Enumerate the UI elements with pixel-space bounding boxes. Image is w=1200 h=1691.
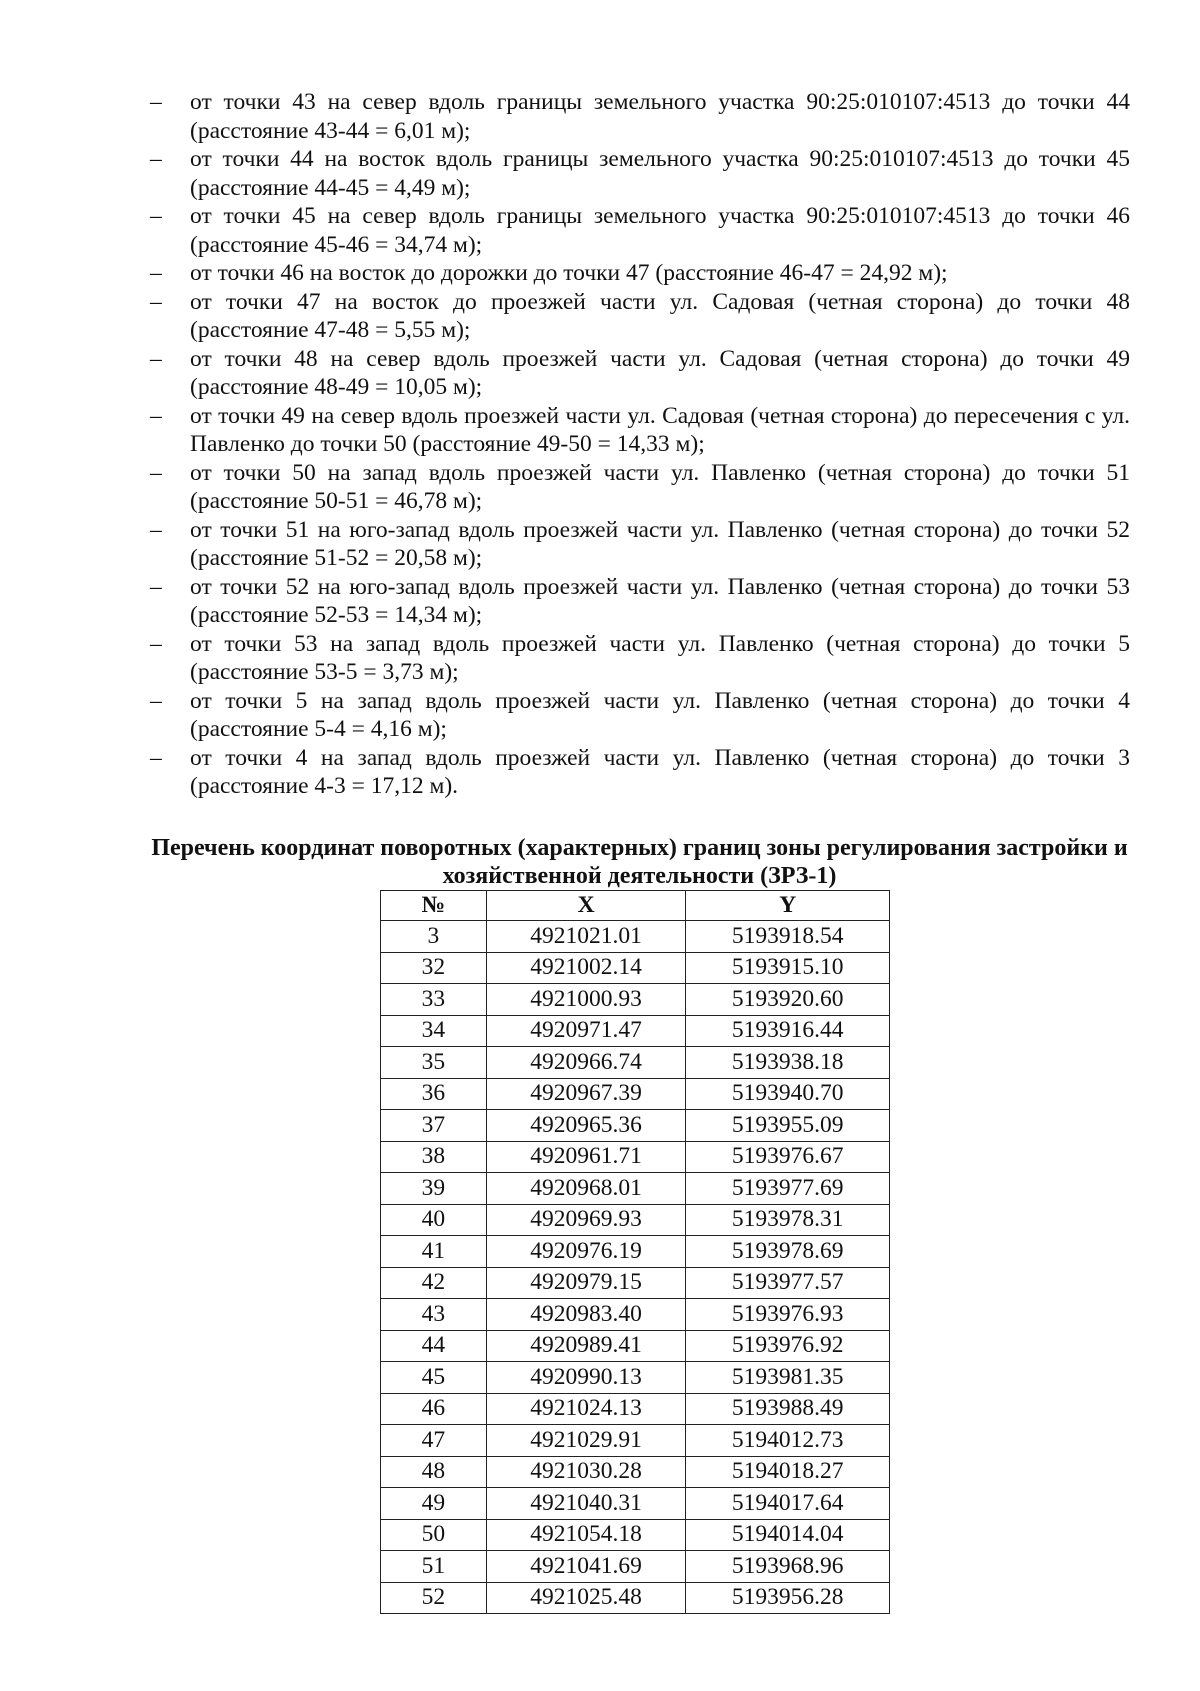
table-row — [381, 1173, 890, 1205]
table-row — [381, 1015, 890, 1047]
bullet-dash: – — [150, 744, 162, 771]
table-header-row — [381, 891, 890, 921]
x-coordinate-cell: 4921029.91 — [486, 1425, 686, 1457]
point-number-cell: 38 — [381, 1141, 487, 1173]
list-item — [150, 687, 1130, 744]
list-item — [150, 459, 1130, 516]
y-coordinate-cell: 5194017.64 — [686, 1488, 890, 1520]
table-row — [381, 1204, 890, 1236]
table-row — [381, 1330, 890, 1362]
table-row — [381, 1267, 890, 1299]
list-item — [150, 573, 1130, 630]
table-row — [381, 1078, 890, 1110]
table-row — [381, 1236, 890, 1268]
bullet-dash: – — [150, 288, 162, 315]
point-number-cell: 36 — [381, 1078, 487, 1110]
x-coordinate-cell: 4920961.71 — [486, 1141, 686, 1173]
x-coordinate-cell: 4921030.28 — [486, 1456, 686, 1488]
bullet-dash: – — [150, 516, 162, 543]
x-coordinate-cell: 4921054.18 — [486, 1519, 686, 1551]
list-item — [150, 202, 1130, 259]
point-number-cell: 35 — [381, 1047, 487, 1079]
list-item-text: от точки 53 на запад вдоль проезжей части ул. Павленко (четная сторона) до точки 5 (расстояние 53-5 = 3,73 м); — [190, 630, 1130, 685]
table-row — [381, 1141, 890, 1173]
list-item — [150, 630, 1130, 687]
point-number-cell: 50 — [381, 1519, 487, 1551]
list-item-text: от точки 50 на запад вдоль проезжей части ул. Павленко (четная сторона) до точки 51 (расстояние 50-51 = 46,78 м); — [190, 459, 1130, 514]
bullet-dash: – — [150, 459, 162, 486]
list-item — [150, 345, 1130, 402]
bullet-dash: – — [150, 260, 162, 286]
y-coordinate-cell: 5193956.28 — [686, 1582, 890, 1614]
list-item-text: от точки 46 на восток до дорожки до точки 47 (расстояние 46-47 = 24,92 м); — [190, 260, 948, 286]
coordinates-table — [380, 890, 890, 1614]
x-coordinate-cell: 4920968.01 — [486, 1173, 686, 1205]
list-item-text: от точки 5 на запад вдоль проезжей части ул. Павленко (четная сторона) до точки 4 (расстояние 5-4 = 4,16 м); — [190, 687, 1130, 742]
y-coordinate-cell: 5193955.09 — [686, 1110, 890, 1142]
point-number-cell: 3 — [381, 921, 487, 953]
x-coordinate-cell: 4921002.14 — [486, 952, 686, 984]
bullet-dash: – — [150, 402, 162, 429]
table-row — [381, 1393, 890, 1425]
point-number-cell: 44 — [381, 1330, 487, 1362]
list-item-text: от точки 51 на юго-запад вдоль проезжей части ул. Павленко (четная сторона) до точки 52 (расстояние 51-52 = 20,58 м); — [190, 516, 1130, 571]
point-number-cell: 37 — [381, 1110, 487, 1142]
x-coordinate-cell: 4920969.93 — [486, 1204, 686, 1236]
x-coordinate-cell: 4920979.15 — [486, 1267, 686, 1299]
y-coordinate-cell: 5193981.35 — [686, 1362, 890, 1394]
point-number-cell: 32 — [381, 952, 487, 984]
point-number-cell: 47 — [381, 1425, 487, 1457]
y-coordinate-cell: 5193918.54 — [686, 921, 890, 953]
list-item-text: от точки 47 на восток до проезжей части ул. Садовая (четная сторона) до точки 48 (расстояние 47-48 = 5,55 м); — [190, 288, 1130, 343]
y-coordinate-cell: 5193976.93 — [686, 1299, 890, 1331]
bullet-dash: – — [150, 89, 162, 115]
point-number-cell: 51 — [381, 1551, 487, 1583]
y-coordinate-cell: 5194014.04 — [686, 1519, 890, 1551]
y-coordinate-cell: 5193978.31 — [686, 1204, 890, 1236]
bullet-dash: – — [150, 146, 162, 172]
y-coordinate-cell: 5193940.70 — [686, 1078, 890, 1110]
x-coordinate-cell: 4920976.19 — [486, 1236, 686, 1268]
table-row — [381, 1362, 890, 1394]
table-row — [381, 1299, 890, 1331]
y-coordinate-cell: 5193920.60 — [686, 984, 890, 1016]
x-coordinate-cell: 4921041.69 — [486, 1551, 686, 1583]
bullet-dash: – — [150, 687, 162, 714]
table-row — [381, 984, 890, 1016]
table-title: Перечень координат поворотных (характерных) границ зоны регулирования застройки и хозяйственной деятельности (ЗРЗ-1) — [151, 835, 1128, 889]
list-item — [150, 744, 1130, 801]
list-item — [150, 288, 1130, 345]
x-coordinate-cell: 4920971.47 — [486, 1015, 686, 1047]
column-header-number: № — [381, 891, 487, 921]
x-coordinate-cell: 4921040.31 — [486, 1488, 686, 1520]
point-number-cell: 40 — [381, 1204, 487, 1236]
x-coordinate-cell: 4921024.13 — [486, 1393, 686, 1425]
table-row — [381, 1488, 890, 1520]
point-number-cell: 49 — [381, 1488, 487, 1520]
point-number-cell: 48 — [381, 1456, 487, 1488]
list-item-text: от точки 43 на север вдоль границы земельного участка 90:25:010107:4513 до точки 44 (расстояние 43-44 = 6,01 м); — [190, 89, 1130, 144]
point-number-cell: 33 — [381, 984, 487, 1016]
list-item — [150, 259, 1130, 288]
table-row — [381, 1519, 890, 1551]
x-coordinate-cell: 4920989.41 — [486, 1330, 686, 1362]
list-item-text: от точки 49 на север вдоль проезжей части ул. Садовая (четная сторона) до пересечения с ул. Павленко до точки 50 (расстояние 49-50 = 14,33 м); — [190, 402, 1130, 457]
point-number-cell: 43 — [381, 1299, 487, 1331]
y-coordinate-cell: 5193978.69 — [686, 1236, 890, 1268]
list-item-text: от точки 48 на север вдоль проезжей части ул. Садовая (четная сторона) до точки 49 (расстояние 48-49 = 10,05 м); — [190, 345, 1130, 400]
point-number-cell: 34 — [381, 1015, 487, 1047]
x-coordinate-cell: 4921021.01 — [486, 921, 686, 953]
y-coordinate-cell: 5193968.96 — [686, 1551, 890, 1583]
column-header-y: Y — [686, 891, 890, 921]
x-coordinate-cell: 4920967.39 — [486, 1078, 686, 1110]
point-number-cell: 42 — [381, 1267, 487, 1299]
boundary-description-list — [150, 88, 1130, 801]
point-number-cell: 46 — [381, 1393, 487, 1425]
list-item-text: от точки 45 на север вдоль границы земельного участка 90:25:010107:4513 до точки 46 (расстояние 45-46 = 34,74 м); — [190, 203, 1130, 258]
y-coordinate-cell: 5193976.92 — [686, 1330, 890, 1362]
list-item-text: от точки 52 на юго-запад вдоль проезжей части ул. Павленко (четная сторона) до точки 53 (расстояние 52-53 = 14,34 м); — [190, 573, 1130, 628]
y-coordinate-cell: 5193938.18 — [686, 1047, 890, 1079]
table-row — [381, 1456, 890, 1488]
point-number-cell: 39 — [381, 1173, 487, 1205]
point-number-cell: 52 — [381, 1582, 487, 1614]
y-coordinate-cell: 5193977.57 — [686, 1267, 890, 1299]
point-number-cell: 41 — [381, 1236, 487, 1268]
table-row — [381, 1047, 890, 1079]
x-coordinate-cell: 4920965.36 — [486, 1110, 686, 1142]
y-coordinate-cell: 5194018.27 — [686, 1456, 890, 1488]
bullet-dash: – — [150, 630, 162, 657]
x-coordinate-cell: 4920990.13 — [486, 1362, 686, 1394]
table-row — [381, 921, 890, 953]
table-body — [381, 921, 890, 1614]
x-coordinate-cell: 4920966.74 — [486, 1047, 686, 1079]
y-coordinate-cell: 5193976.67 — [686, 1141, 890, 1173]
table-header — [381, 891, 890, 921]
list-item — [150, 402, 1130, 459]
bullet-dash: – — [150, 203, 162, 229]
column-header-x: X — [486, 891, 686, 921]
list-item — [150, 88, 1130, 145]
table-row — [381, 1425, 890, 1457]
point-number-cell: 45 — [381, 1362, 487, 1394]
table-row — [381, 1110, 890, 1142]
list-item — [150, 516, 1130, 573]
table-row — [381, 1551, 890, 1583]
y-coordinate-cell: 5193988.49 — [686, 1393, 890, 1425]
x-coordinate-cell: 4921025.48 — [486, 1582, 686, 1614]
x-coordinate-cell: 4920983.40 — [486, 1299, 686, 1331]
list-item-text: от точки 44 на восток вдоль границы земельного участка 90:25:010107:4513 до точки 45 (расстояние 44-45 = 4,49 м); — [190, 146, 1130, 201]
list-item-text: от точки 4 на запад вдоль проезжей части ул. Павленко (четная сторона) до точки 3 (расстояние 4-3 = 17,12 м). — [190, 744, 1130, 799]
y-coordinate-cell: 5193977.69 — [686, 1173, 890, 1205]
bullet-dash: – — [150, 345, 162, 372]
bullet-dash: – — [150, 573, 162, 600]
y-coordinate-cell: 5194012.73 — [686, 1425, 890, 1457]
x-coordinate-cell: 4921000.93 — [486, 984, 686, 1016]
list-item — [150, 145, 1130, 202]
table-row — [381, 952, 890, 984]
y-coordinate-cell: 5193916.44 — [686, 1015, 890, 1047]
table-row — [381, 1582, 890, 1614]
y-coordinate-cell: 5193915.10 — [686, 952, 890, 984]
